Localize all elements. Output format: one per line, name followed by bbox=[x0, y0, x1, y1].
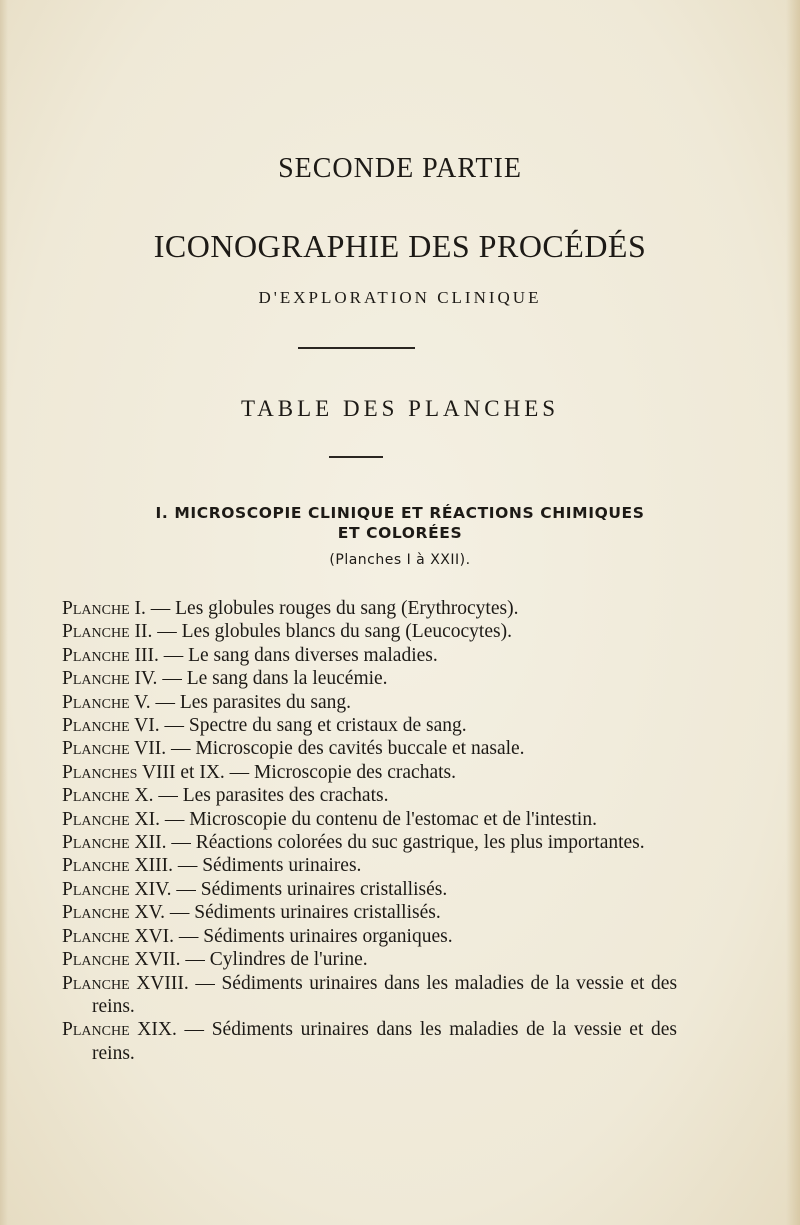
plate-separator: — bbox=[164, 715, 184, 737]
plate-number: XVI. bbox=[134, 925, 175, 947]
plate-separator: — bbox=[177, 855, 198, 877]
plate-separator: — bbox=[164, 808, 185, 830]
plate-label: Planche bbox=[62, 621, 130, 643]
plate-number: XVII. bbox=[134, 949, 181, 971]
plate-entry bbox=[62, 644, 677, 667]
plate-title: Sédiments urinaires organiques. bbox=[203, 925, 453, 947]
plate-entry bbox=[62, 784, 677, 807]
plate-label: Planche bbox=[62, 949, 130, 971]
plate-number: VII. bbox=[134, 738, 167, 760]
main-title: ICONOGRAPHIE DES PROCÉDÉS bbox=[153, 228, 647, 264]
plate-label: Planche bbox=[62, 972, 130, 994]
plate-entry bbox=[62, 972, 677, 1019]
plate-separator: — bbox=[178, 925, 199, 947]
plate-entry bbox=[62, 667, 677, 690]
plate-title: Spectre du sang et cristaux de sang. bbox=[188, 715, 467, 737]
plate-label: Planche bbox=[62, 902, 130, 924]
plate-separator: — bbox=[185, 949, 205, 971]
plate-label: Planche bbox=[62, 1019, 130, 1041]
plate-title: Sédiments urinaires dans les maladies de la vessie et des reins. bbox=[92, 972, 678, 1017]
plate-entry bbox=[62, 597, 677, 620]
plate-number: XV. bbox=[134, 902, 166, 924]
plate-number: X. bbox=[134, 785, 154, 807]
section-heading bbox=[0, 503, 800, 543]
section-heading-line2: ET COLORÉES bbox=[337, 524, 463, 542]
plate-title: Les parasites du sang. bbox=[179, 691, 351, 713]
plate-title: Le sang dans diverses maladies. bbox=[188, 644, 438, 666]
plate-title: Réactions colorées du suc gastrique, les plus importantes. bbox=[195, 832, 645, 854]
plate-label: Planche bbox=[62, 598, 130, 619]
plate-entry bbox=[62, 854, 677, 877]
section-heading-line1: I. MICROSCOPIE CLINIQUE ET RÉACTIONS CHIMIQUES bbox=[155, 504, 645, 522]
part-title: SECONDE PARTIE bbox=[278, 153, 522, 184]
plate-entry bbox=[62, 737, 677, 760]
plate-entry bbox=[62, 925, 677, 948]
plate-entry bbox=[62, 714, 677, 737]
plate-title: Les parasites des crachats. bbox=[182, 785, 389, 807]
plate-number: IV. bbox=[134, 668, 158, 690]
section-subheading: (Planches I à XXII). bbox=[329, 552, 471, 568]
plate-separator: — bbox=[155, 691, 175, 713]
plate-title: Sédiments urinaires cristallisés. bbox=[200, 878, 448, 900]
plate-label: Planche bbox=[62, 808, 130, 830]
plate-entry bbox=[62, 761, 677, 784]
plate-separator: — bbox=[170, 738, 191, 760]
plate-entry bbox=[62, 878, 677, 901]
plate-entry bbox=[62, 1018, 677, 1065]
plate-title: Sédiments urinaires cristallisés. bbox=[194, 902, 441, 924]
plate-label: Planche bbox=[62, 644, 130, 666]
plate-title: Sédiments urinaires dans les maladies de la vessie et des reins. bbox=[92, 1019, 678, 1064]
plate-label: Planche bbox=[62, 832, 130, 854]
plate-number: II. bbox=[134, 621, 153, 643]
plate-label: Planche bbox=[62, 691, 130, 713]
plate-separator: — bbox=[163, 644, 184, 666]
plate-label: Planche bbox=[62, 668, 130, 690]
plate-title: Les globules blancs du sang (Leucocytes). bbox=[181, 621, 512, 643]
plate-number: VIII et IX. bbox=[141, 761, 225, 783]
plate-number: I. bbox=[134, 598, 146, 619]
plate-separator: — bbox=[171, 832, 191, 854]
plate-label: Planches bbox=[62, 761, 138, 783]
plate-title: Microscopie des cavités buccale et nasale. bbox=[195, 738, 525, 760]
plate-separator: — bbox=[150, 598, 171, 619]
short-divider bbox=[329, 456, 383, 458]
plate-entry bbox=[62, 808, 677, 831]
plate-title: Microscopie du contenu de l'estomac et de l'intestin. bbox=[189, 808, 597, 830]
subtitle: D'EXPLORATION CLINIQUE bbox=[258, 288, 542, 307]
plate-label: Planche bbox=[62, 878, 130, 900]
plate-number: XIII. bbox=[134, 855, 173, 877]
plate-label: Planche bbox=[62, 785, 130, 807]
plate-list bbox=[62, 597, 677, 1065]
plate-number: XIV. bbox=[134, 878, 172, 900]
plate-number: V. bbox=[134, 691, 151, 713]
plate-number: XI. bbox=[134, 808, 160, 830]
plate-separator: — bbox=[157, 621, 177, 643]
plate-title: Les globules rouges du sang (Erythrocytes). bbox=[175, 598, 519, 619]
plate-title: Microscopie des crachats. bbox=[254, 761, 456, 783]
plate-separator: — bbox=[158, 785, 178, 807]
plate-separator: — bbox=[184, 1019, 205, 1041]
plate-separator: — bbox=[195, 972, 215, 994]
plate-title: Le sang dans la leucémie. bbox=[186, 668, 388, 690]
plate-number: III. bbox=[134, 644, 159, 666]
plate-number: XVIII. bbox=[136, 972, 189, 994]
plate-separator: — bbox=[229, 761, 250, 783]
plate-title: Cylindres de l'urine. bbox=[209, 949, 368, 971]
plate-label: Planche bbox=[62, 925, 130, 947]
plate-entry bbox=[62, 901, 677, 924]
plate-separator: — bbox=[176, 878, 196, 900]
plate-number: XII. bbox=[134, 832, 167, 854]
plate-label: Planche bbox=[62, 738, 130, 760]
plate-title: Sédiments urinaires. bbox=[202, 855, 362, 877]
plate-entry bbox=[62, 620, 677, 643]
plate-separator: — bbox=[162, 668, 182, 690]
table-title: TABLE DES PLANCHES bbox=[240, 396, 560, 421]
plate-separator: — bbox=[169, 902, 190, 924]
title-divider bbox=[298, 347, 415, 349]
plate-entry bbox=[62, 831, 677, 854]
plate-label: Planche bbox=[62, 855, 130, 877]
plate-entry bbox=[62, 691, 677, 714]
plate-label: Planche bbox=[62, 715, 130, 737]
plate-number: VI. bbox=[134, 715, 160, 737]
plate-entry bbox=[62, 948, 677, 971]
plate-number: XIX. bbox=[137, 1019, 177, 1041]
